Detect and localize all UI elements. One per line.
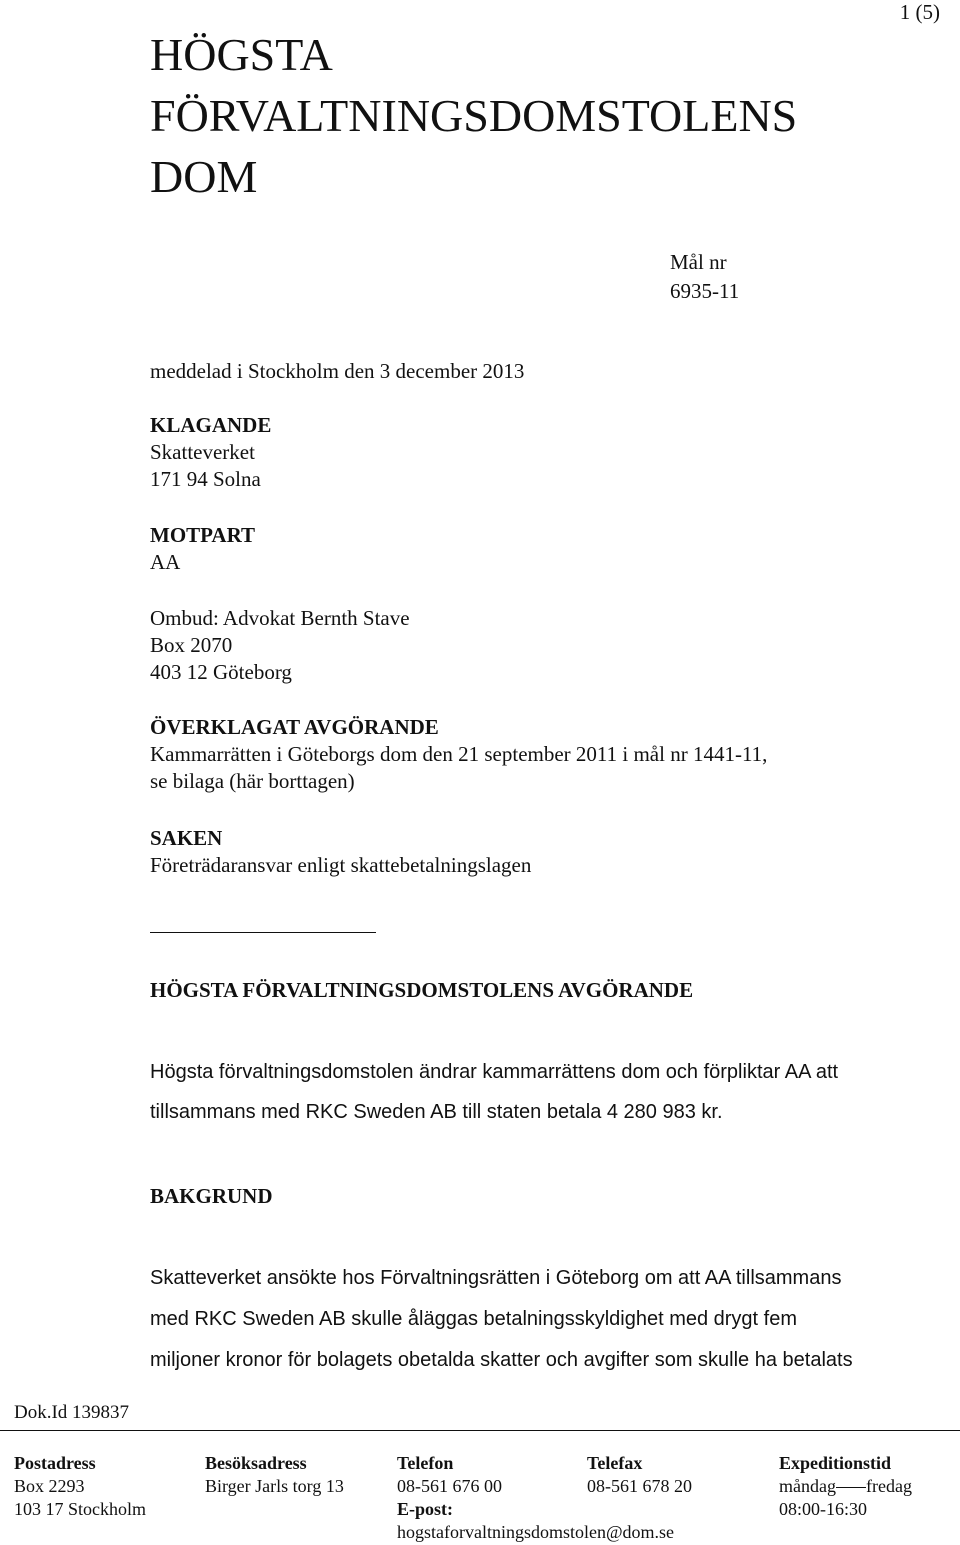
title-line-1: HÖGSTA [150,29,333,80]
overklagat-block [150,714,767,795]
footer-telefon-number: 08-561 676 00 [397,1476,502,1496]
ombud-city: 403 12 Göteborg [150,660,292,684]
footer-postadress-line-1: Box 2293 [14,1476,85,1496]
footer-days-to: fredag [866,1476,912,1496]
footer-email[interactable]: hogstaforvaltningsdomstolen@dom.se [397,1522,675,1542]
issued-line: meddelad i Stockholm den 3 december 2013 [150,359,525,383]
saken-heading: SAKEN [150,826,223,850]
footer-expeditionstid-days [779,1475,912,1498]
footer-telefax [587,1452,692,1498]
case-number: 6935-11 [670,279,740,303]
ombud-box: Box 2070 [150,633,233,657]
title-line-2: FÖRVALTNINGSDOMSTOLENS [150,90,798,141]
klagande-name: Skatteverket [150,440,255,464]
bakgrund-line-1: Skatteverket ansökte hos Förvaltningsrätten i Göteborg om att AA tillsammans [150,1267,842,1289]
avgorande-heading: HÖGSTA FÖRVALTNINGSDOMSTOLENS AVGÖRANDE [150,978,694,1002]
section-separator [150,932,376,933]
motpart-block [150,522,255,576]
motpart-heading: MOTPART [150,523,256,547]
footer-besoksadress-heading: Besöksadress [205,1453,307,1473]
overklagat-line-1: Kammarrätten i Göteborgs dom den 21 september 2011 i mål nr 1441-11, [150,742,768,766]
footer-besoksadress [205,1452,344,1498]
klagande-address: 171 94 Solna [150,467,261,491]
footer-besoksadress-line-1: Birger Jarls torg 13 [205,1476,344,1496]
footer-postadress [14,1452,146,1521]
saken-text: Företrädaransvar enligt skattebetalningslagen [150,853,532,877]
bakgrund-line-2: med RKC Sweden AB skulle åläggas betalningsskyldighet med drygt fem [150,1308,798,1330]
footer-telefax-heading: Telefax [587,1453,643,1473]
footer-telefon-heading: Telefon [397,1453,454,1473]
bakgrund-line-3: miljoner kronor för bolagets obetalda skatter och avgifter som skulle ha betalats [150,1349,853,1371]
overklagat-heading: ÖVERKLAGAT AVGÖRANDE [150,715,439,739]
footer-telefax-number: 08-561 678 20 [587,1476,692,1496]
case-number-label: Mål nr [670,250,727,274]
footer-divider [0,1430,960,1431]
ombud-block [150,605,410,686]
footer-days-dash [836,1487,866,1498]
footer-email-label: E-post: [397,1499,454,1519]
klagande-block [150,412,271,493]
avgorande-line-2: tillsammans med RKC Sweden AB till staten betala 4 280 983 kr. [150,1101,723,1123]
page-number: 1 (5) [899,0,940,24]
klagande-heading: KLAGANDE [150,413,272,437]
overklagat-line-2: se bilaga (här borttagen) [150,769,355,793]
avgorande-line-1: Högsta förvaltningsdomstolen ändrar kammarrättens dom och förpliktar AA att [150,1061,839,1083]
document-title [150,24,797,207]
footer-expeditionstid [779,1452,912,1521]
document-id: Dok.Id 139837 [14,1402,130,1423]
footer-days-from: måndag [779,1476,836,1496]
footer-expeditionstid-heading: Expeditionstid [779,1453,892,1473]
bakgrund-heading: BAKGRUND [150,1184,273,1208]
footer-postadress-line-2: 103 17 Stockholm [14,1499,147,1519]
ombud-name: Ombud: Advokat Bernth Stave [150,606,410,630]
saken-block [150,825,531,879]
motpart-name: AA [150,550,181,574]
title-line-3: DOM [150,151,258,202]
case-number-block [670,248,739,306]
footer-postadress-heading: Postadress [14,1453,96,1473]
footer-expeditionstid-hours: 08:00-16:30 [779,1499,867,1519]
